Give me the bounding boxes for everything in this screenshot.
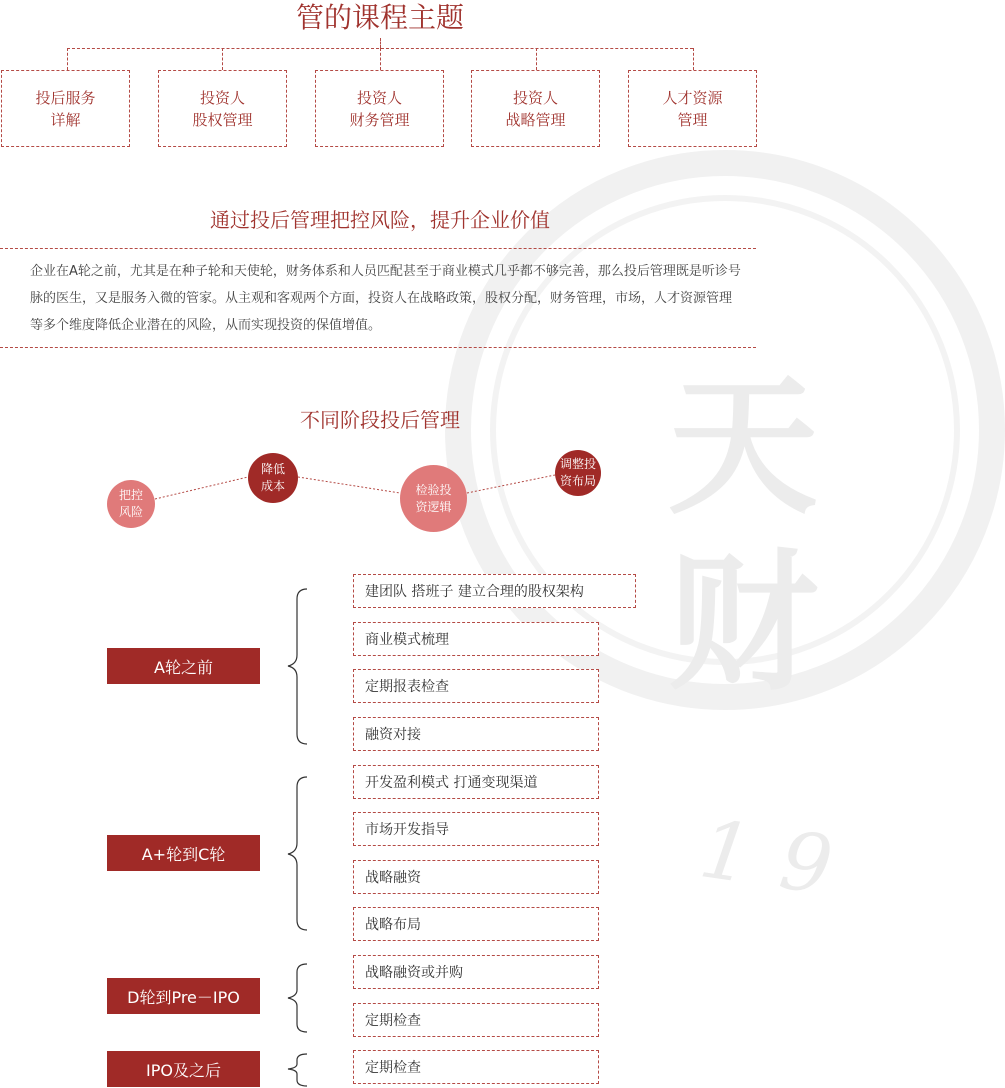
stage-label-a-before: A轮之前	[107, 648, 260, 684]
stage-item: 开发盈利模式 打通变现渠道	[353, 765, 599, 799]
stage-item: 商业模式梳理	[353, 622, 599, 656]
circle-line2: 资布局	[559, 474, 596, 488]
topic-line1: 投资人	[512, 88, 558, 107]
topic-line1: 投资人	[356, 88, 402, 107]
circle-line2: 成本	[260, 479, 285, 493]
stage-item: 战略布局	[353, 907, 599, 941]
bracket-d-to-preipo	[288, 964, 307, 1032]
circle-line1: 检验投	[415, 482, 452, 497]
topic-line1: 投后服务	[35, 88, 96, 107]
topic-line2: 股权管理	[192, 110, 253, 129]
section-title-risk-control: 通过投后管理把控风险，提升企业价值	[210, 208, 550, 232]
circle-line2: 风险	[118, 505, 143, 519]
section-paragraph: 企业在A轮之前，尤其是在种子轮和天使轮，财务体系和人员匹配甚至于商业模式几乎都不够完善，那么投后管理既是听诊号脉的医生，又是服务入微的管家。从主观和客观两个方面，投资人在战略政策，股权分配，财务管理，市场，人才资源管理等多个维度降低企业潜在的风险，从而实现投资的保值增值。	[30, 264, 741, 333]
page-title: 管的课程主题	[295, 1, 464, 34]
circle-line2: 资逻辑	[415, 499, 452, 514]
stage-item: 战略融资或并购	[353, 955, 599, 989]
topic-line2: 详解	[50, 110, 81, 129]
stage-item: 融资对接	[353, 717, 599, 751]
circle-line1: 调整投	[559, 457, 596, 471]
bracket-a-to-c	[288, 777, 307, 930]
topic-line2: 管理	[677, 110, 708, 129]
circle-line1: 降低	[260, 462, 285, 476]
bracket-ipo-after	[288, 1054, 307, 1086]
stage-item: 市场开发指导	[353, 812, 599, 846]
topic-line1: 投资人	[199, 88, 245, 107]
bracket-a-before	[288, 589, 307, 744]
watermark-char-tian: 天	[668, 359, 819, 535]
stage-label-a-to-c: A+轮到C轮	[107, 835, 260, 871]
topic-line2: 财务管理	[349, 110, 410, 129]
stage-item: 定期检查	[353, 1003, 599, 1037]
stage-item: 战略融资	[353, 860, 599, 894]
section-title-stages: 不同阶段投后管理	[300, 408, 460, 432]
circle-line1: 把控	[118, 488, 143, 502]
topic-line1: 人才资源	[662, 88, 723, 107]
watermark-digits: 19	[694, 802, 868, 917]
stage-label-d-to-preipo: D轮到Pre－IPO	[107, 978, 260, 1014]
watermark-char-cai: 财	[668, 535, 819, 711]
topic-line2: 战略管理	[505, 110, 566, 129]
stage-label-ipo-after: IPO及之后	[107, 1051, 260, 1087]
stage-item: 定期报表检查	[353, 669, 599, 703]
stage-item: 建团队 搭班子 建立合理的股权架构	[353, 574, 636, 608]
stage-item: 定期检查	[353, 1050, 599, 1084]
